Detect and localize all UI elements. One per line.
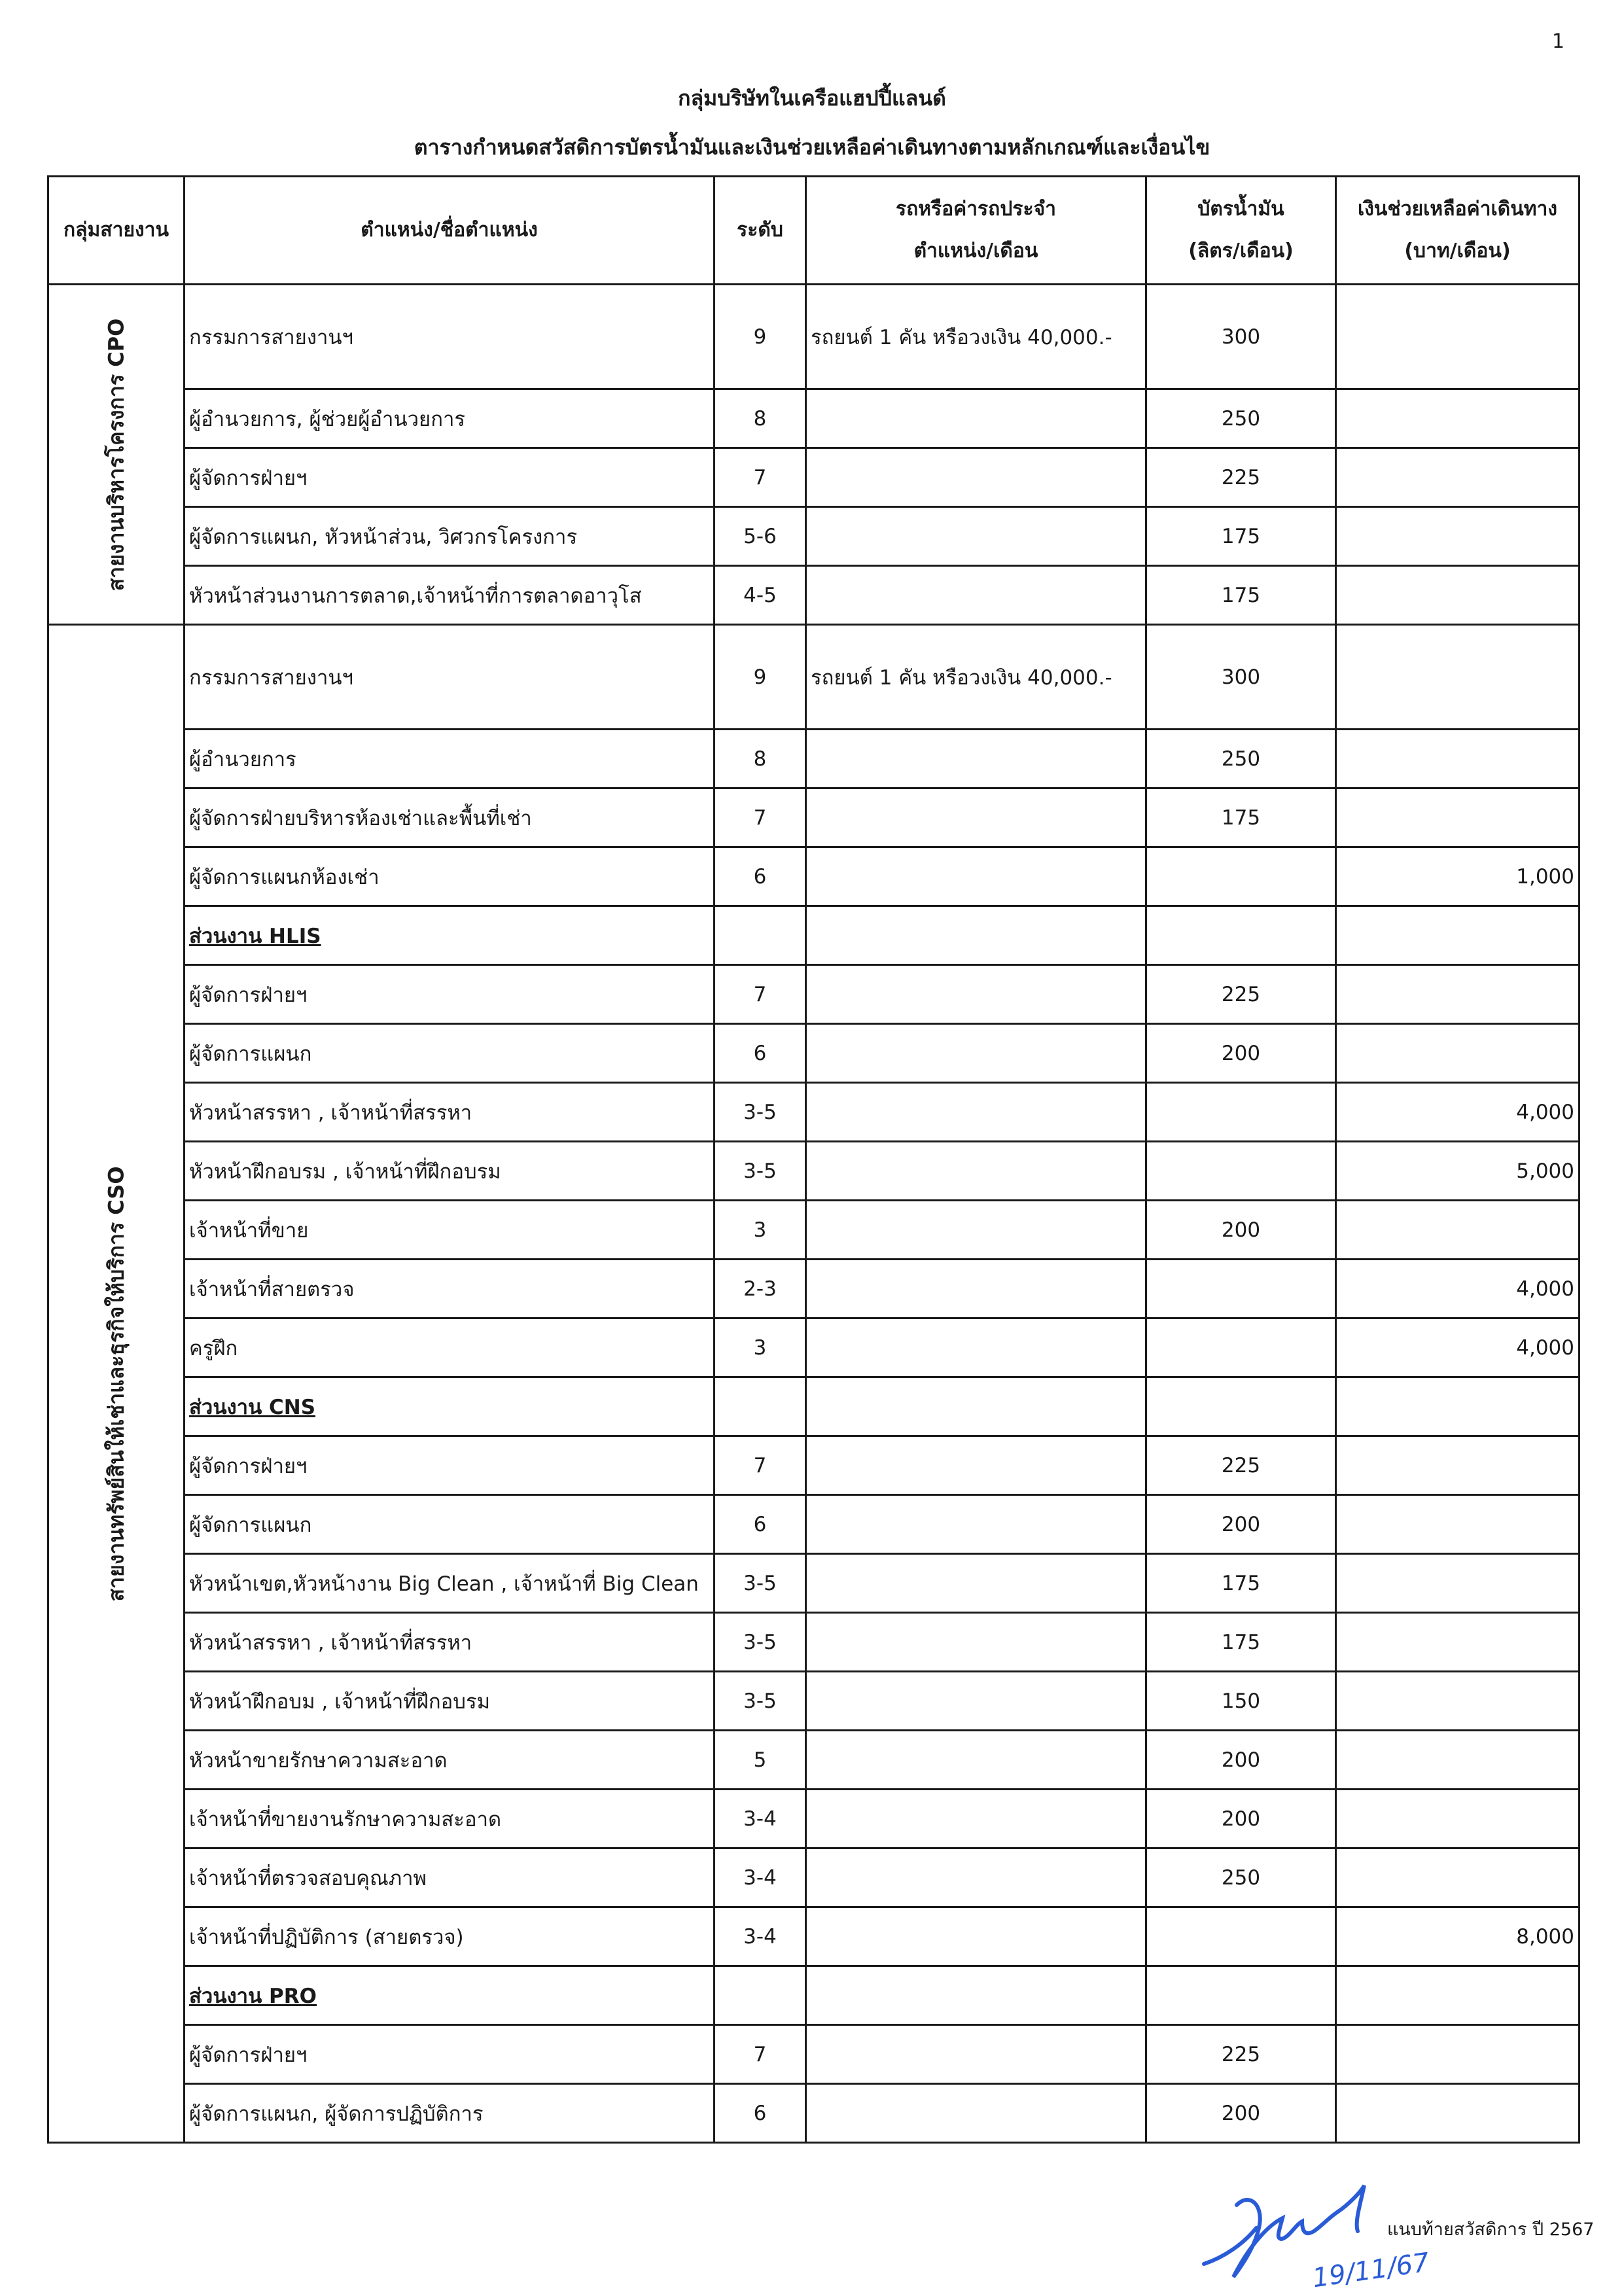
travel-allowance-cell bbox=[1336, 1613, 1580, 1672]
header-fuel-line1: บัตรน้ำมัน bbox=[1197, 198, 1284, 221]
position-value: หัวหน้าฝึกอบรม , เจ้าหน้าที่ฝึกอบรม bbox=[189, 1159, 501, 1184]
table-row bbox=[48, 448, 1580, 507]
car-allowance-cell bbox=[806, 1731, 1146, 1790]
car-allowance-value: รถยนต์ 1 คัน หรือวงเงิน 40,000.- bbox=[811, 325, 1112, 349]
fuel-card-cell bbox=[1146, 730, 1336, 788]
group-cell bbox=[48, 625, 185, 2143]
travel-allowance-cell bbox=[1336, 906, 1580, 965]
travel-allowance-cell bbox=[1336, 2025, 1580, 2084]
table-row bbox=[48, 1083, 1580, 1142]
level-value: 3-4 bbox=[743, 1807, 777, 1831]
header-group: กลุ่มสายงาน bbox=[48, 177, 185, 285]
travel-allowance-value: 4,000 bbox=[1516, 1277, 1574, 1301]
position-cell bbox=[185, 965, 715, 1024]
position-value: กรรมการสายงานฯ bbox=[189, 665, 353, 690]
level-cell bbox=[715, 1260, 806, 1318]
position-value: หัวหน้าเขต,หัวหน้างาน Big Clean , เจ้าหน้าที่ Big Clean bbox=[189, 1572, 699, 1596]
fuel-card-cell bbox=[1146, 1907, 1336, 1966]
table-row bbox=[48, 1024, 1580, 1083]
car-allowance-cell bbox=[806, 730, 1146, 788]
position-value: หัวหน้าขายรักษาความสะอาด bbox=[189, 1748, 448, 1773]
travel-allowance-cell bbox=[1336, 1201, 1580, 1260]
level-value: 3-4 bbox=[743, 1865, 777, 1890]
table-row bbox=[48, 1731, 1580, 1790]
table-row bbox=[48, 788, 1580, 847]
table-row bbox=[48, 566, 1580, 625]
car-allowance-cell bbox=[806, 2084, 1146, 2143]
position-cell bbox=[185, 1377, 715, 1436]
table-row bbox=[48, 1790, 1580, 1848]
fuel-card-value: 300 bbox=[1221, 665, 1261, 689]
fuel-card-cell bbox=[1146, 1731, 1336, 1790]
table-row bbox=[48, 1142, 1580, 1201]
fuel-card-cell bbox=[1146, 1436, 1336, 1495]
header-travel-line1: เงินช่วยเหลือค่าเดินทาง bbox=[1357, 198, 1558, 221]
level-cell bbox=[715, 1966, 806, 2025]
level-cell bbox=[715, 2025, 806, 2084]
travel-allowance-cell bbox=[1336, 730, 1580, 788]
level-value: 7 bbox=[753, 982, 767, 1006]
position-cell bbox=[185, 1554, 715, 1613]
position-value: เจ้าหน้าที่ขาย bbox=[189, 1218, 309, 1243]
level-cell bbox=[715, 1731, 806, 1790]
fuel-card-value: 200 bbox=[1221, 1807, 1261, 1831]
travel-allowance-cell bbox=[1336, 1672, 1580, 1731]
header-position: ตำแหน่ง/ชื่อตำแหน่ง bbox=[185, 177, 715, 285]
footer-note: แนบท้ายสวัสดิการ ปี 2567 bbox=[1387, 2219, 1595, 2240]
level-cell bbox=[715, 1318, 806, 1377]
travel-allowance-cell bbox=[1336, 1318, 1580, 1377]
car-allowance-cell bbox=[806, 788, 1146, 847]
level-cell bbox=[715, 1142, 806, 1201]
header-travel-line2: (บาท/เดือน) bbox=[1404, 239, 1511, 262]
level-cell bbox=[715, 625, 806, 730]
fuel-card-value: 175 bbox=[1221, 1571, 1261, 1595]
position-cell bbox=[185, 566, 715, 625]
fuel-card-value: 175 bbox=[1221, 1630, 1261, 1654]
level-value: 7 bbox=[753, 465, 767, 489]
position-cell bbox=[185, 847, 715, 906]
car-allowance-cell bbox=[806, 1495, 1146, 1554]
header-travel bbox=[1336, 177, 1580, 285]
level-value: 6 bbox=[753, 1512, 767, 1536]
level-cell bbox=[715, 1436, 806, 1495]
fuel-card-cell bbox=[1146, 965, 1336, 1024]
header-car bbox=[806, 177, 1146, 285]
car-allowance-cell bbox=[806, 2025, 1146, 2084]
fuel-card-cell bbox=[1146, 625, 1336, 730]
position-value: หัวหน้าสรรหา , เจ้าหน้าที่สรรหา bbox=[189, 1101, 472, 1125]
travel-allowance-value: 8,000 bbox=[1516, 1924, 1574, 1949]
header-car-line1: รถหรือค่ารถประจำ bbox=[895, 198, 1057, 221]
position-cell bbox=[185, 1790, 715, 1848]
car-allowance-value: รถยนต์ 1 คัน หรือวงเงิน 40,000.- bbox=[811, 665, 1112, 690]
position-cell bbox=[185, 625, 715, 730]
level-cell bbox=[715, 1377, 806, 1436]
position-cell bbox=[185, 507, 715, 566]
car-allowance-cell bbox=[806, 1201, 1146, 1260]
position-value: ผู้จัดการฝ่ายฯ bbox=[189, 1454, 308, 1478]
level-cell bbox=[715, 1790, 806, 1848]
level-value: 7 bbox=[753, 2042, 767, 2066]
header-fuel bbox=[1146, 177, 1336, 285]
table-row bbox=[48, 1907, 1580, 1966]
fuel-card-cell bbox=[1146, 788, 1336, 847]
travel-allowance-cell bbox=[1336, 285, 1580, 389]
position-value: กรรมการสายงานฯ bbox=[189, 325, 353, 349]
position-cell bbox=[185, 788, 715, 847]
group-cell bbox=[48, 285, 185, 625]
fuel-card-value: 250 bbox=[1221, 406, 1261, 431]
level-cell bbox=[715, 788, 806, 847]
position-cell bbox=[185, 1907, 715, 1966]
fuel-card-cell bbox=[1146, 1201, 1336, 1260]
fuel-card-value: 200 bbox=[1221, 1748, 1261, 1772]
header-level: ระดับ bbox=[715, 177, 806, 285]
position-cell bbox=[185, 389, 715, 448]
level-cell bbox=[715, 730, 806, 788]
fuel-card-cell bbox=[1146, 389, 1336, 448]
level-cell bbox=[715, 566, 806, 625]
level-cell bbox=[715, 1672, 806, 1731]
table-row bbox=[48, 1201, 1580, 1260]
signature-date: 19/11/67 bbox=[1311, 2247, 1432, 2294]
position-cell bbox=[185, 1848, 715, 1907]
fuel-card-value: 225 bbox=[1221, 1453, 1261, 1477]
level-cell bbox=[715, 1201, 806, 1260]
position-value: ผู้จัดการฝ่ายฯ bbox=[189, 983, 308, 1007]
position-cell bbox=[185, 1201, 715, 1260]
travel-allowance-cell bbox=[1336, 448, 1580, 507]
signature-image bbox=[1197, 2166, 1432, 2294]
travel-allowance-cell bbox=[1336, 389, 1580, 448]
car-allowance-cell bbox=[806, 1083, 1146, 1142]
table-row bbox=[48, 730, 1580, 788]
travel-allowance-cell bbox=[1336, 1142, 1580, 1201]
travel-allowance-cell bbox=[1336, 965, 1580, 1024]
table-header-row bbox=[48, 177, 1580, 285]
level-value: 9 bbox=[753, 665, 767, 689]
travel-allowance-cell bbox=[1336, 1495, 1580, 1554]
position-value: หัวหน้าส่วนงานการตลาด,เจ้าหน้าที่การตลาดอาวุโส bbox=[189, 584, 642, 608]
car-allowance-cell bbox=[806, 1848, 1146, 1907]
level-value: 6 bbox=[753, 864, 767, 889]
level-value: 5 bbox=[753, 1748, 767, 1772]
position-cell bbox=[185, 1083, 715, 1142]
fuel-card-cell bbox=[1146, 1318, 1336, 1377]
fuel-card-cell bbox=[1146, 2084, 1336, 2143]
level-value: 2-3 bbox=[743, 1277, 777, 1301]
travel-allowance-cell bbox=[1336, 1731, 1580, 1790]
fuel-card-value: 200 bbox=[1221, 2101, 1261, 2125]
group-label: สายงานทรัพย์สินให้เช่าและธุรกิจให้บริการ CSO bbox=[103, 1165, 128, 1602]
document-title: กลุ่มบริษัทในเครือแฮปปี้แลนด์ bbox=[678, 86, 946, 111]
fuel-card-value: 250 bbox=[1221, 1865, 1261, 1890]
level-cell bbox=[715, 448, 806, 507]
level-cell bbox=[715, 1613, 806, 1672]
fuel-card-cell bbox=[1146, 1083, 1336, 1142]
table-row bbox=[48, 906, 1580, 965]
fuel-card-cell bbox=[1146, 1377, 1336, 1436]
position-value: ผู้จัดการแผนก bbox=[189, 1513, 312, 1537]
level-cell bbox=[715, 1907, 806, 1966]
table-row bbox=[48, 1613, 1580, 1672]
level-value: 6 bbox=[753, 1041, 767, 1065]
level-value: 3-5 bbox=[743, 1689, 777, 1713]
car-allowance-cell bbox=[806, 1142, 1146, 1201]
travel-allowance-cell bbox=[1336, 1966, 1580, 2025]
table-row bbox=[48, 285, 1580, 389]
fuel-card-cell bbox=[1146, 1495, 1336, 1554]
fuel-card-value: 175 bbox=[1221, 583, 1261, 607]
position-cell bbox=[185, 1436, 715, 1495]
position-cell bbox=[185, 1318, 715, 1377]
fuel-card-cell bbox=[1146, 847, 1336, 906]
table-row bbox=[48, 625, 1580, 730]
position-cell bbox=[185, 1613, 715, 1672]
level-value: 3-5 bbox=[743, 1571, 777, 1595]
position-value: ผู้จัดการฝ่ายบริหารห้องเช่าและพื้นที่เช่า bbox=[189, 806, 532, 830]
level-value: 3-5 bbox=[743, 1630, 777, 1654]
fuel-card-cell bbox=[1146, 507, 1336, 566]
fuel-card-cell bbox=[1146, 906, 1336, 965]
page-number: 1 bbox=[1552, 30, 1565, 53]
table-row bbox=[48, 1495, 1580, 1554]
position-cell bbox=[185, 1142, 715, 1201]
table-row bbox=[48, 1848, 1580, 1907]
level-cell bbox=[715, 1083, 806, 1142]
travel-allowance-cell bbox=[1336, 1024, 1580, 1083]
level-value: 7 bbox=[753, 1453, 767, 1477]
position-cell bbox=[185, 1024, 715, 1083]
travel-allowance-value: 4,000 bbox=[1516, 1335, 1574, 1360]
travel-allowance-value: 5,000 bbox=[1516, 1159, 1574, 1183]
travel-allowance-cell bbox=[1336, 1554, 1580, 1613]
travel-allowance-cell bbox=[1336, 2084, 1580, 2143]
car-allowance-cell bbox=[806, 1436, 1146, 1495]
position-value: ครูฝึก bbox=[189, 1336, 238, 1360]
level-value: 3 bbox=[753, 1335, 767, 1360]
fuel-card-cell bbox=[1146, 1613, 1336, 1672]
travel-allowance-cell bbox=[1336, 566, 1580, 625]
level-cell bbox=[715, 1848, 806, 1907]
level-cell bbox=[715, 1554, 806, 1613]
table-row bbox=[48, 507, 1580, 566]
car-allowance-cell bbox=[806, 965, 1146, 1024]
travel-allowance-cell bbox=[1336, 1848, 1580, 1907]
position-cell bbox=[185, 2025, 715, 2084]
header-car-line2: ตำแหน่ง/เดือน bbox=[913, 239, 1038, 262]
travel-allowance-cell bbox=[1336, 1436, 1580, 1495]
car-allowance-cell bbox=[806, 1613, 1146, 1672]
position-value: ผู้จัดการฝ่ายฯ bbox=[189, 466, 308, 490]
level-value: 9 bbox=[753, 325, 767, 349]
level-cell bbox=[715, 906, 806, 965]
car-allowance-cell bbox=[806, 1907, 1146, 1966]
fuel-card-cell bbox=[1146, 285, 1336, 389]
table-row bbox=[48, 1554, 1580, 1613]
position-cell bbox=[185, 285, 715, 389]
position-cell bbox=[185, 730, 715, 788]
position-value: ผู้จัดการแผนก, ผู้จัดการปฏิบัติการ bbox=[189, 2102, 484, 2126]
header-fuel-line2: (ลิตร/เดือน) bbox=[1188, 239, 1294, 262]
level-cell bbox=[715, 1024, 806, 1083]
fuel-card-value: 200 bbox=[1221, 1512, 1261, 1536]
travel-allowance-value: 4,000 bbox=[1516, 1100, 1574, 1124]
level-cell bbox=[715, 1495, 806, 1554]
level-value: 6 bbox=[753, 2101, 767, 2125]
position-cell bbox=[185, 1495, 715, 1554]
fuel-card-value: 175 bbox=[1221, 805, 1261, 830]
travel-allowance-cell bbox=[1336, 507, 1580, 566]
table-row bbox=[48, 1966, 1580, 2025]
car-allowance-cell bbox=[806, 1024, 1146, 1083]
table-body bbox=[48, 285, 1580, 2143]
position-cell bbox=[185, 906, 715, 965]
position-cell bbox=[185, 448, 715, 507]
travel-allowance-cell bbox=[1336, 788, 1580, 847]
level-cell bbox=[715, 2084, 806, 2143]
table-row bbox=[48, 1260, 1580, 1318]
position-value: หัวหน้าสรรหา , เจ้าหน้าที่สรรหา bbox=[189, 1631, 472, 1655]
travel-allowance-cell bbox=[1336, 1083, 1580, 1142]
level-value: 3-5 bbox=[743, 1159, 777, 1183]
position-value: เจ้าหน้าที่ปฏิบัติการ (สายตรวจ) bbox=[189, 1925, 464, 1949]
position-value: ผู้จัดการฝ่ายฯ bbox=[189, 2043, 308, 2067]
level-value: 8 bbox=[753, 747, 767, 771]
car-allowance-cell bbox=[806, 285, 1146, 389]
signature-svg bbox=[1197, 2166, 1432, 2294]
position-value: ส่วนงาน HLIS bbox=[189, 924, 321, 948]
car-allowance-cell bbox=[806, 448, 1146, 507]
fuel-card-value: 150 bbox=[1221, 1689, 1261, 1713]
fuel-card-cell bbox=[1146, 1848, 1336, 1907]
car-allowance-cell bbox=[806, 1377, 1146, 1436]
table-row bbox=[48, 1377, 1580, 1436]
level-value: 4-5 bbox=[743, 583, 777, 607]
document-subtitle: ตารางกำหนดสวัสดิการบัตรน้ำมันและเงินช่วยเหลือค่าเดินทางตามหลักเกณฑ์และเงื่อนไข bbox=[414, 135, 1210, 160]
car-allowance-cell bbox=[806, 1554, 1146, 1613]
car-allowance-cell bbox=[806, 1966, 1146, 2025]
table-row bbox=[48, 1672, 1580, 1731]
position-value: ส่วนงาน CNS bbox=[189, 1395, 316, 1419]
group-label: สายงานบริหารโครงการ CPO bbox=[103, 318, 128, 591]
fuel-card-value: 225 bbox=[1221, 2042, 1261, 2066]
table-row bbox=[48, 847, 1580, 906]
car-allowance-cell bbox=[806, 847, 1146, 906]
table-row bbox=[48, 1318, 1580, 1377]
car-allowance-cell bbox=[806, 507, 1146, 566]
fuel-card-cell bbox=[1146, 1554, 1336, 1613]
travel-allowance-cell bbox=[1336, 1377, 1580, 1436]
position-cell bbox=[185, 1731, 715, 1790]
position-cell bbox=[185, 1966, 715, 2025]
table-row bbox=[48, 965, 1580, 1024]
fuel-card-value: 300 bbox=[1221, 325, 1261, 349]
travel-allowance-cell bbox=[1336, 1907, 1580, 1966]
fuel-card-value: 200 bbox=[1221, 1218, 1261, 1242]
fuel-card-cell bbox=[1146, 1024, 1336, 1083]
fuel-card-value: 200 bbox=[1221, 1041, 1261, 1065]
welfare-table bbox=[47, 175, 1580, 2144]
level-cell bbox=[715, 965, 806, 1024]
table-row bbox=[48, 2025, 1580, 2084]
car-allowance-cell bbox=[806, 1260, 1146, 1318]
fuel-card-cell bbox=[1146, 1142, 1336, 1201]
position-cell bbox=[185, 1260, 715, 1318]
fuel-card-cell bbox=[1146, 1790, 1336, 1848]
fuel-card-cell bbox=[1146, 566, 1336, 625]
position-value: ผู้จัดการแผนก, หัวหน้าส่วน, วิศวกรโครงการ bbox=[189, 525, 578, 549]
fuel-card-cell bbox=[1146, 1966, 1336, 2025]
car-allowance-cell bbox=[806, 906, 1146, 965]
position-cell bbox=[185, 1672, 715, 1731]
level-cell bbox=[715, 389, 806, 448]
position-value: ส่วนงาน PRO bbox=[189, 1984, 317, 2008]
fuel-card-cell bbox=[1146, 2025, 1336, 2084]
travel-allowance-cell bbox=[1336, 847, 1580, 906]
position-value: ผู้อำนวยการ bbox=[189, 747, 296, 771]
position-value: ผู้อำนวยการ, ผู้ช่วยผู้อำนวยการ bbox=[189, 407, 466, 431]
level-value: 3-4 bbox=[743, 1924, 777, 1949]
level-value: 7 bbox=[753, 805, 767, 830]
car-allowance-cell bbox=[806, 1790, 1146, 1848]
car-allowance-cell bbox=[806, 625, 1146, 730]
level-value: 3 bbox=[753, 1218, 767, 1242]
fuel-card-cell bbox=[1146, 1672, 1336, 1731]
position-value: เจ้าหน้าที่สายตรวจ bbox=[189, 1277, 355, 1301]
fuel-card-value: 175 bbox=[1221, 524, 1261, 548]
position-cell bbox=[185, 2084, 715, 2143]
table-row bbox=[48, 1436, 1580, 1495]
fuel-card-cell bbox=[1146, 1260, 1336, 1318]
travel-allowance-cell bbox=[1336, 625, 1580, 730]
fuel-card-cell bbox=[1146, 448, 1336, 507]
car-allowance-cell bbox=[806, 389, 1146, 448]
level-cell bbox=[715, 847, 806, 906]
table-row bbox=[48, 2084, 1580, 2143]
car-allowance-cell bbox=[806, 566, 1146, 625]
fuel-card-value: 225 bbox=[1221, 465, 1261, 489]
car-allowance-cell bbox=[806, 1318, 1146, 1377]
travel-allowance-cell bbox=[1336, 1790, 1580, 1848]
table-row bbox=[48, 389, 1580, 448]
travel-allowance-cell bbox=[1336, 1260, 1580, 1318]
level-value: 8 bbox=[753, 406, 767, 431]
position-value: ผู้จัดการแผนกห้องเช่า bbox=[189, 865, 380, 889]
level-cell bbox=[715, 285, 806, 389]
car-allowance-cell bbox=[806, 1672, 1146, 1731]
position-value: เจ้าหน้าที่ตรวจสอบคุณภาพ bbox=[189, 1866, 427, 1890]
travel-allowance-value: 1,000 bbox=[1516, 864, 1574, 889]
fuel-card-value: 225 bbox=[1221, 982, 1261, 1006]
position-value: หัวหน้าฝึกอบม , เจ้าหน้าที่ฝึกอบรม bbox=[189, 1689, 491, 1714]
position-value: เจ้าหน้าที่ขายงานรักษาความสะอาด bbox=[189, 1807, 502, 1831]
level-cell bbox=[715, 507, 806, 566]
level-value: 5-6 bbox=[743, 524, 777, 548]
level-value: 3-5 bbox=[743, 1100, 777, 1124]
position-value: ผู้จัดการแผนก bbox=[189, 1042, 312, 1066]
fuel-card-value: 250 bbox=[1221, 747, 1261, 771]
